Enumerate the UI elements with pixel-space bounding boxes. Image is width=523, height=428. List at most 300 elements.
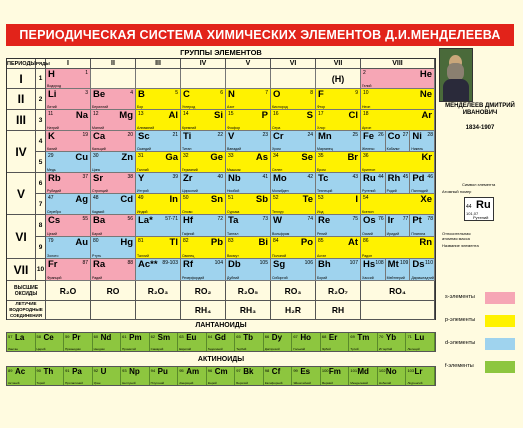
element-name: Рубидий <box>47 189 62 193</box>
row-2: 2 <box>36 89 46 110</box>
f-element-es <box>292 367 321 385</box>
element-name: Молибден <box>272 189 289 193</box>
element-number: 87 <box>82 260 88 266</box>
element-name: Кремний <box>182 126 197 130</box>
element-symbol: Zr <box>183 173 193 184</box>
element-name: Борий <box>317 276 328 280</box>
element-number: 33 <box>228 153 234 159</box>
element-cs <box>46 215 91 237</box>
element-rh <box>386 173 411 194</box>
element-name: Фермий <box>321 381 333 385</box>
element-name: Фосфор <box>227 126 241 130</box>
element-ba <box>91 215 136 237</box>
legend-swatch <box>485 315 515 327</box>
element-number: 9 <box>355 90 358 96</box>
element-b <box>136 89 181 110</box>
element-name: Хассий <box>362 276 374 280</box>
element-symbol: Bk <box>243 367 254 376</box>
element-symbol: I <box>355 194 358 205</box>
element-os <box>361 215 386 237</box>
element-symbol: Gd <box>214 333 226 342</box>
groups-header: ГРУППЫ ЭЛЕМЕНТОВ <box>180 48 262 57</box>
element-symbol: Sb <box>255 194 268 205</box>
element-name: Неодим <box>93 347 105 351</box>
element-name: Эйнштейний <box>293 381 311 385</box>
element-name: Лоуренсий <box>407 381 423 385</box>
element-symbol: Ni <box>412 131 422 142</box>
element-symbol: Hs <box>363 259 376 270</box>
element-symbol: S <box>306 110 313 121</box>
legend-label: d-элементы <box>445 340 476 346</box>
element-name: Теллур <box>272 210 284 214</box>
element-li <box>46 89 91 110</box>
element-name: Висмут <box>227 254 239 258</box>
f-element-np <box>121 367 150 385</box>
element-as <box>226 152 271 173</box>
key-symbol: Ru <box>476 199 491 211</box>
element-symbol: Na <box>75 110 88 121</box>
f-element-cf <box>264 367 293 385</box>
element-number: 78 <box>427 216 433 222</box>
element-name: Хлор <box>317 126 326 130</box>
key-mass-label: Относительная атомная масса <box>442 231 471 241</box>
element-symbol: As <box>255 152 268 163</box>
element-ag <box>46 194 91 215</box>
element-name: Франций <box>47 276 62 280</box>
element-number: 62 <box>150 334 156 339</box>
element-name: Кислород <box>272 105 288 109</box>
element-re <box>316 215 361 237</box>
element-name: Титан <box>182 147 192 151</box>
f-element-pm <box>121 333 150 351</box>
element-ar <box>361 110 435 131</box>
f-element-eu <box>178 333 207 351</box>
element-number: 110 <box>425 260 433 266</box>
element-zn <box>91 152 136 173</box>
element-number: 91 <box>65 368 70 373</box>
element-la <box>136 215 181 237</box>
element-number: 2 <box>363 70 366 76</box>
oxide-formula: RO₃ <box>271 281 316 301</box>
element-number: 94 <box>150 368 156 373</box>
element-symbol: W <box>273 215 282 226</box>
element-name: Натрий <box>47 126 59 130</box>
scientist-years: 1834-1907 <box>465 125 495 131</box>
element-he <box>361 69 435 89</box>
element-number: 61 <box>122 334 127 339</box>
element-name: Литий <box>47 105 57 109</box>
element-name: Таллий <box>137 254 149 258</box>
oxide-formula: RO₄ <box>361 281 435 301</box>
element-ga <box>136 152 181 173</box>
element-sc <box>136 131 181 152</box>
element-mg <box>91 110 136 131</box>
element-xe <box>361 194 435 215</box>
element-symbol: Yb <box>385 333 397 342</box>
element-symbol: H <box>48 69 55 80</box>
element-symbol: Fr <box>48 259 58 270</box>
element-symbol: Md <box>357 367 369 376</box>
element-name: Рений <box>317 232 327 236</box>
element-number: 50 <box>183 195 189 201</box>
element-name: Резерфордий <box>182 276 205 280</box>
element-name: Свинец <box>182 254 195 258</box>
element-name: Бериллий <box>92 105 109 109</box>
element-name: Кобальт <box>386 147 400 151</box>
grid-cell <box>91 69 136 89</box>
element-ge <box>181 152 226 173</box>
element-number: 92 <box>93 368 99 373</box>
element-symbol: Pa <box>72 367 82 376</box>
f-element-bk <box>235 367 264 385</box>
element-name: Германий <box>182 168 198 172</box>
key-sample-cell <box>464 197 494 221</box>
element-au <box>46 237 91 259</box>
element-number: 13 <box>138 111 144 117</box>
element-symbol: Ac** <box>138 259 158 270</box>
element-ru <box>361 173 386 194</box>
element-name: Платина <box>411 232 426 236</box>
element-number: 31 <box>138 153 144 159</box>
legend-label: s-элементы <box>445 294 475 300</box>
element-symbol: Au <box>75 237 88 248</box>
group-header-5: V <box>226 59 271 69</box>
period-5: V <box>7 173 36 215</box>
element-co <box>386 131 411 152</box>
grid-cell <box>271 69 316 89</box>
element-pb <box>181 237 226 259</box>
element-symbol: V <box>228 131 235 142</box>
element-number: 97 <box>236 368 241 373</box>
row-6: 6 <box>36 173 46 194</box>
element-symbol: Ta <box>228 215 239 226</box>
element-symbol: Po <box>300 237 313 248</box>
element-number: 25 <box>352 132 358 138</box>
mendeleev-portrait <box>439 48 473 102</box>
element-tl <box>136 237 181 259</box>
element-name: Ртуть <box>92 254 102 258</box>
period-3: III <box>7 110 36 131</box>
element-name: Уран <box>93 381 101 385</box>
element-k <box>46 131 91 152</box>
element-number: 108 <box>375 260 384 266</box>
element-symbol: N <box>228 89 235 100</box>
f-element-pa <box>64 367 93 385</box>
element-number: 100 <box>321 368 329 373</box>
key-z: 44 <box>466 204 472 210</box>
element-number: 42 <box>307 174 313 180</box>
element-se <box>271 152 316 173</box>
element-mn <box>316 131 361 152</box>
element-symbol: Te <box>302 194 313 205</box>
element-number: 98 <box>264 368 270 373</box>
element-name: Иод <box>317 210 324 214</box>
element-name: Железо <box>362 147 375 151</box>
element-name: Калий <box>47 147 57 151</box>
group-header-2: II <box>91 59 136 69</box>
element-number: 90 <box>36 368 41 373</box>
element-symbol: Co <box>387 131 401 142</box>
element-number: 39 <box>172 174 178 180</box>
element-symbol: Tl <box>169 237 178 248</box>
lanthanide-strip <box>6 332 436 352</box>
element-sr <box>91 173 136 194</box>
element-name: Нобелий <box>378 381 392 385</box>
element-name: Сиборгий <box>272 276 288 280</box>
hydride-formula: RH₄ <box>181 301 226 320</box>
element-number: 14 <box>183 111 189 117</box>
element-name: Стронций <box>92 189 108 193</box>
element-symbol: Tb <box>243 333 254 342</box>
element-rf <box>181 259 226 281</box>
element-o <box>271 89 316 110</box>
element-symbol: Tc <box>318 173 329 184</box>
lanthanides-label: ЛАНТАНОИДЫ <box>195 322 247 329</box>
element-db <box>226 259 271 281</box>
element-symbol: O <box>273 89 281 100</box>
element-number: 76 <box>378 216 384 222</box>
element-symbol: Lu <box>414 333 425 342</box>
element-symbol: Li <box>48 89 57 100</box>
element-number: 40 <box>217 174 223 180</box>
element-s <box>271 110 316 131</box>
element-name: Углерод <box>182 105 196 109</box>
main-table <box>6 58 436 320</box>
row-8: 8 <box>36 215 46 237</box>
element-name: Лютеций <box>407 347 420 351</box>
f-element-dy <box>264 333 293 351</box>
f-element-lr <box>406 367 435 385</box>
hydride-formula: H₂R <box>271 301 316 320</box>
legend-item <box>445 292 521 304</box>
element-number: 101 <box>350 368 358 373</box>
row-1: 1 <box>36 69 46 89</box>
key-mass: 101,07 <box>466 211 479 216</box>
element-number: 27 <box>402 132 409 138</box>
element-number: 5 <box>175 90 178 96</box>
legend-item <box>445 338 521 350</box>
f-element-tm <box>349 333 378 351</box>
element-symbol: Ne <box>419 89 432 100</box>
element-name: Ксенон <box>362 210 374 214</box>
element-number: 103 <box>407 368 415 373</box>
f-element-la <box>7 333 36 351</box>
element-symbol: Mg <box>119 110 133 121</box>
element-symbol: Pr <box>72 333 81 342</box>
hydride-formula: RH <box>316 301 361 320</box>
element-number: 29 <box>48 153 54 159</box>
element-name: Палладий <box>411 189 428 193</box>
element-name: Иридий <box>386 232 400 236</box>
element-number: 45 <box>402 174 409 180</box>
element-number: 72 <box>217 216 223 222</box>
element-sn <box>181 194 226 215</box>
element-key <box>442 176 520 256</box>
element-na <box>46 110 91 131</box>
period-2: II <box>7 89 36 110</box>
element-fe <box>361 131 386 152</box>
element-number: 107 <box>349 260 358 266</box>
legend-swatch <box>485 361 515 373</box>
period-4: IV <box>7 131 36 173</box>
f-element-gd <box>207 333 236 351</box>
element-name: Водород <box>47 84 62 88</box>
element-number: 74 <box>307 216 313 222</box>
element-name: Гелий <box>362 84 372 88</box>
element-symbol: Cd <box>120 194 133 205</box>
element-symbol: Ra <box>93 259 106 270</box>
element-name: Вольфрам <box>272 232 290 236</box>
element-name: Протактиний <box>65 381 83 385</box>
element-symbol: C <box>183 89 190 100</box>
element-number: 46 <box>427 174 433 180</box>
element-ra <box>91 259 136 281</box>
element-symbol: He <box>419 69 432 80</box>
element-number: 86 <box>363 238 369 244</box>
oxides-label: ВЫСШИЕ ОКСИДЫ <box>7 281 46 301</box>
element-symbol: Hg <box>120 237 133 248</box>
element-number: 51 <box>228 195 234 201</box>
element-name: Рутений <box>362 189 376 193</box>
element-number: 77 <box>402 216 409 222</box>
element-name: Менделевий <box>350 381 368 385</box>
element-hf <box>181 215 226 237</box>
element-name: Сурьма <box>227 210 240 214</box>
element-name: Торий <box>36 381 45 385</box>
element-number: 95 <box>179 368 184 373</box>
element-number: 105 <box>259 260 268 266</box>
element-number: 16 <box>273 111 279 117</box>
oxide-formula: R₂O <box>46 281 91 301</box>
element-number: 89 <box>8 368 13 373</box>
hydrogen-duplicate: (H) <box>316 69 361 89</box>
row-9: 9 <box>36 237 46 259</box>
element-symbol: Er <box>328 333 338 342</box>
element-name: Цирконий <box>182 189 198 193</box>
key-name-label: Название элемента <box>442 243 479 248</box>
element-symbol: Hf <box>183 215 194 226</box>
legend-label: f-элементы <box>445 363 474 369</box>
element-zr <box>181 173 226 194</box>
element-sb <box>226 194 271 215</box>
element-number: 96 <box>207 368 213 373</box>
element-symbol: Ce <box>43 333 54 342</box>
element-symbol: Cr <box>273 131 284 142</box>
element-symbol: Bi <box>258 237 268 248</box>
oxide-formula: RO₂ <box>181 281 226 301</box>
element-symbol: Br <box>347 152 358 163</box>
element-hs <box>361 259 386 281</box>
element-number: 32 <box>183 153 189 159</box>
element-name: Бром <box>317 168 326 172</box>
grid-cell <box>136 69 181 89</box>
element-number: 104 <box>214 260 223 266</box>
f-element-pr <box>64 333 93 351</box>
element-number: 49 <box>138 195 144 201</box>
element-symbol: Np <box>129 367 140 376</box>
hydride-empty <box>46 301 91 320</box>
f-element-ho <box>292 333 321 351</box>
element-symbol: Rb <box>48 173 61 184</box>
element-number: 89-103 <box>162 260 178 266</box>
hydride-empty <box>361 301 435 320</box>
element-hg <box>91 237 136 259</box>
element-symbol: Y <box>138 173 145 184</box>
element-name: Церий <box>36 347 46 351</box>
key-symbol-label: Символ элемента <box>462 182 496 187</box>
element-symbol: Sm <box>157 333 171 342</box>
element-name: Берклий <box>236 381 249 385</box>
element-symbol: Dy <box>271 333 283 342</box>
element-number: 83 <box>228 238 234 244</box>
f-element-tb <box>235 333 264 351</box>
element-symbol: La* <box>138 215 153 226</box>
element-symbol: Pm <box>129 333 142 342</box>
element-name: Европий <box>179 347 192 351</box>
element-symbol: Pt <box>412 215 422 226</box>
element-number: 102 <box>378 368 386 373</box>
element-symbol: Th <box>43 367 54 376</box>
element-number: 93 <box>122 368 127 373</box>
row-7: 7 <box>36 194 46 215</box>
f-element-md <box>349 367 378 385</box>
element-symbol: Sn <box>210 194 223 205</box>
element-number: 60 <box>93 334 99 339</box>
hydride-empty <box>91 301 136 320</box>
element-name: Радон <box>362 254 373 258</box>
legend-item <box>445 315 521 327</box>
actinide-strip <box>6 366 436 386</box>
oxide-formula: R₂O₇ <box>316 281 361 301</box>
element-symbol: Tm <box>357 333 370 342</box>
element-number: 88 <box>127 260 133 266</box>
f-element-nd <box>93 333 122 351</box>
oxide-formula: R₂O₅ <box>226 281 271 301</box>
element-number: 57-71 <box>165 216 178 222</box>
element-symbol: U <box>100 367 107 376</box>
periods-header: ПЕРИОДЫ <box>7 61 36 67</box>
element-number: 106 <box>304 260 313 266</box>
element-number: 55 <box>82 216 88 222</box>
element-number: 65 <box>236 334 241 339</box>
element-symbol: Cm <box>214 367 228 376</box>
element-n <box>226 89 271 110</box>
element-name: Никель <box>411 147 424 151</box>
row-4: 4 <box>36 131 46 152</box>
element-p <box>226 110 271 131</box>
element-symbol: Mo <box>273 173 287 184</box>
element-kr <box>361 152 435 173</box>
element-name: Азот <box>227 105 235 109</box>
element-number: 41 <box>262 174 268 180</box>
element-symbol: Ag <box>75 194 88 205</box>
element-number: 80 <box>93 238 99 244</box>
element-symbol: Xe <box>420 194 432 205</box>
element-fr <box>46 259 91 281</box>
element-be <box>91 89 136 110</box>
f-element-no <box>378 367 407 385</box>
element-symbol: Bh <box>318 259 331 270</box>
element-number: 68 <box>321 334 327 339</box>
element-number: 35 <box>318 153 324 159</box>
element-number: 71 <box>407 334 412 339</box>
f-element-ce <box>36 333 65 351</box>
element-number: 69 <box>350 334 355 339</box>
element-number: 84 <box>273 238 279 244</box>
f-element-cm <box>207 367 236 385</box>
element-number: 3 <box>85 90 88 96</box>
element-name: Ванадий <box>227 147 242 151</box>
